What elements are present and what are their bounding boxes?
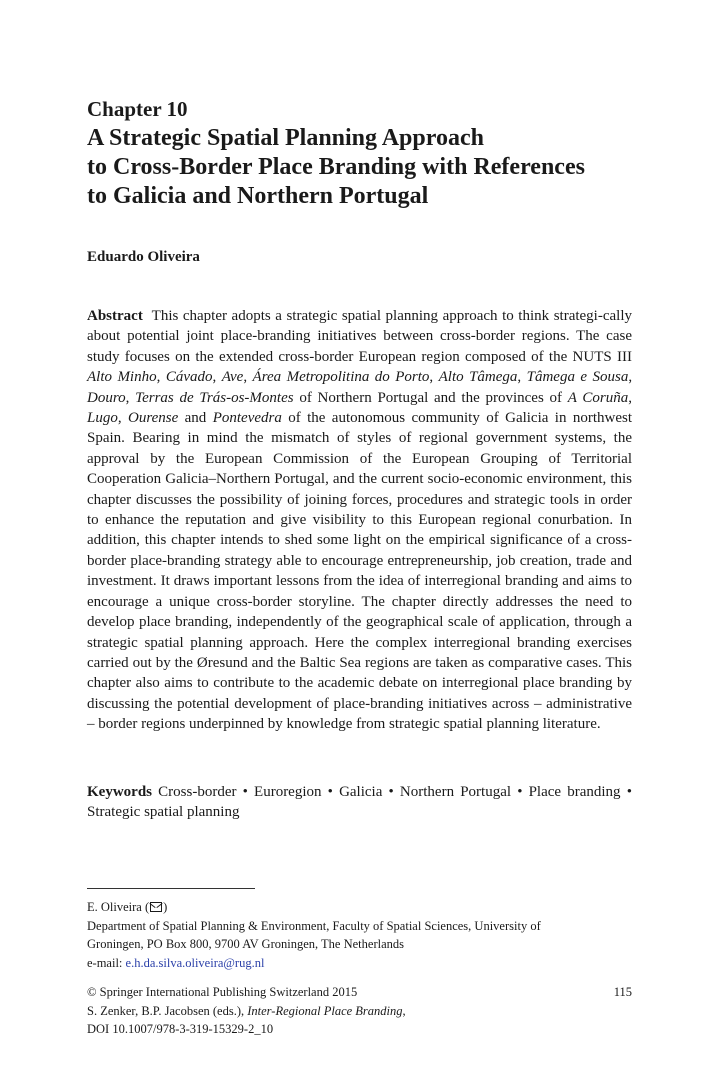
footnote-name-line xyxy=(87,898,632,917)
abstract-place-name: Cávado xyxy=(165,369,213,386)
author-footnote xyxy=(87,898,632,972)
abstract-place-name: A Coruña xyxy=(567,389,629,406)
abstract-text: , xyxy=(125,389,136,406)
footnote-name: E. Oliveira ( xyxy=(87,900,150,914)
abstract-text: , xyxy=(212,369,222,386)
abstract-place-name: Tâmega e Sousa xyxy=(526,369,629,386)
abstract-place-name: Pontevedra xyxy=(212,410,282,427)
abstract-place-name: Terras de Trás-os-Montes xyxy=(135,389,294,406)
abstract-text: of Northern Portugal and the provinces of xyxy=(293,389,568,406)
abstract-body xyxy=(87,308,632,732)
keyword-separator: • xyxy=(511,784,529,800)
keywords-list xyxy=(87,784,632,820)
abstract-place-name: Ourense xyxy=(127,410,179,427)
copyright-line: © Springer International Publishing Switzerland 2015 xyxy=(87,985,358,999)
doi-line: DOI 10.1007/978-3-319-15329-2_10 xyxy=(87,1022,274,1036)
keywords xyxy=(87,782,632,823)
keyword-separator: • xyxy=(321,784,340,800)
citation-suffix: , xyxy=(402,1003,406,1018)
keyword: Place branding xyxy=(528,784,621,800)
email-link[interactable]: e.h.da.silva.oliveira@rug.nl xyxy=(125,955,265,970)
abstract-text: , xyxy=(628,389,633,406)
page-number: 115 xyxy=(613,985,632,999)
chapter-number: Chapter 10 xyxy=(87,97,188,121)
abstract-text: , xyxy=(628,369,633,386)
citation-line xyxy=(87,1002,632,1021)
abstract-place-name: Douro xyxy=(87,389,126,406)
keywords-label: Keywords xyxy=(87,784,152,800)
citation-editors: S. Zenker, B.P. Jacobsen (eds.), xyxy=(87,1003,248,1018)
keyword-separator: • xyxy=(382,784,400,800)
keyword-separator: • xyxy=(620,784,632,800)
abstract-place-name: Ave xyxy=(221,369,244,386)
chapter-title-line: to Galicia and Northern Portugal xyxy=(87,183,429,209)
abstract-text: This chapter adopts a strategic spatial planning approach to think strategi-cally about potential joint place-branding initiatives between cross-border regions. The case study focuses on the extended cross-border European region composed of the NUTS III xyxy=(87,308,632,365)
abstract-place-name: Alto Minho xyxy=(87,369,157,386)
keyword-separator: • xyxy=(236,784,255,800)
email-label: e-mail: xyxy=(87,955,126,970)
abstract-text: , xyxy=(243,369,253,386)
abstract-text: and xyxy=(178,410,213,427)
footnote-name-close: ) xyxy=(163,900,168,914)
abstract-text: , xyxy=(117,410,128,427)
footnote-email-line xyxy=(87,954,632,973)
abstract-place-name: Área Metropolitina do Porto xyxy=(252,369,430,386)
abstract-text: , xyxy=(429,369,439,386)
citation-book-title: Inter-Regional Place Branding xyxy=(247,1003,403,1018)
abstract-text: of the autonomous community of Galicia in northwest Spain. Bearing in mind the mismatch of styles of regional government systems, the approval by the European Commission of the European Grouping of Territorial Cooperation Galicia–Northern Portugal, and the current socio-economic environment, this chapter discusses the possibility of joining forces, procedures and strategic tools in order to enhance the reputation and give visibility to this European regional conurbation. In addition, this chapter intends to shed some light on the empirical significance of a cross-border place-branding strategy able to encourage entrepreneurship, job creation, trade and investment. It draws important lessons from the idea of interregional branding and aims to encourage a unique cross-border storyline. The chapter directly addresses the need to develop place branding, independently of the geographical scale of application, through a strategic spatial planning approach. Here the complex interregional branding exercises carried out by the Øresund and the Baltic Sea regions are taken as comparative cases. This chapter also aims to contribute to the academic debate on interregional place branding by discussing the potential development of place-branding initiatives across – administrative – border regions underpinned by knowledge from strategic spatial planning literature. xyxy=(87,410,633,733)
envelope-icon xyxy=(150,902,162,912)
abstract-place-name: Lugo xyxy=(87,410,118,427)
keyword: Cross-border xyxy=(158,784,237,800)
chapter-title-line: to Cross-Border Place Branding with References xyxy=(87,154,585,180)
abstract-label: Abstract xyxy=(87,308,143,324)
keyword: Northern Portugal xyxy=(399,784,512,800)
keyword: Strategic spatial planning xyxy=(87,804,240,821)
abstract xyxy=(87,306,632,735)
footnote-affiliation-line: Department of Spatial Planning & Environment, Faculty of Spatial Sciences, University of xyxy=(87,918,541,933)
chapter-title xyxy=(87,124,647,211)
chapter-title-line: A Strategic Spatial Planning Approach xyxy=(87,125,484,151)
keyword: Euroregion xyxy=(254,784,322,800)
abstract-text: , xyxy=(517,369,527,386)
abstract-place-name: Alto Tâmega xyxy=(438,369,518,386)
footnote-affiliation-line: Groningen, PO Box 800, 9700 AV Groningen, The Netherlands xyxy=(87,937,404,951)
author-name: Eduardo Oliveira xyxy=(87,249,200,265)
abstract-text: , xyxy=(156,369,166,386)
copyright-block xyxy=(87,983,632,1039)
keyword: Galicia xyxy=(339,784,383,800)
footnote-divider xyxy=(87,888,255,889)
